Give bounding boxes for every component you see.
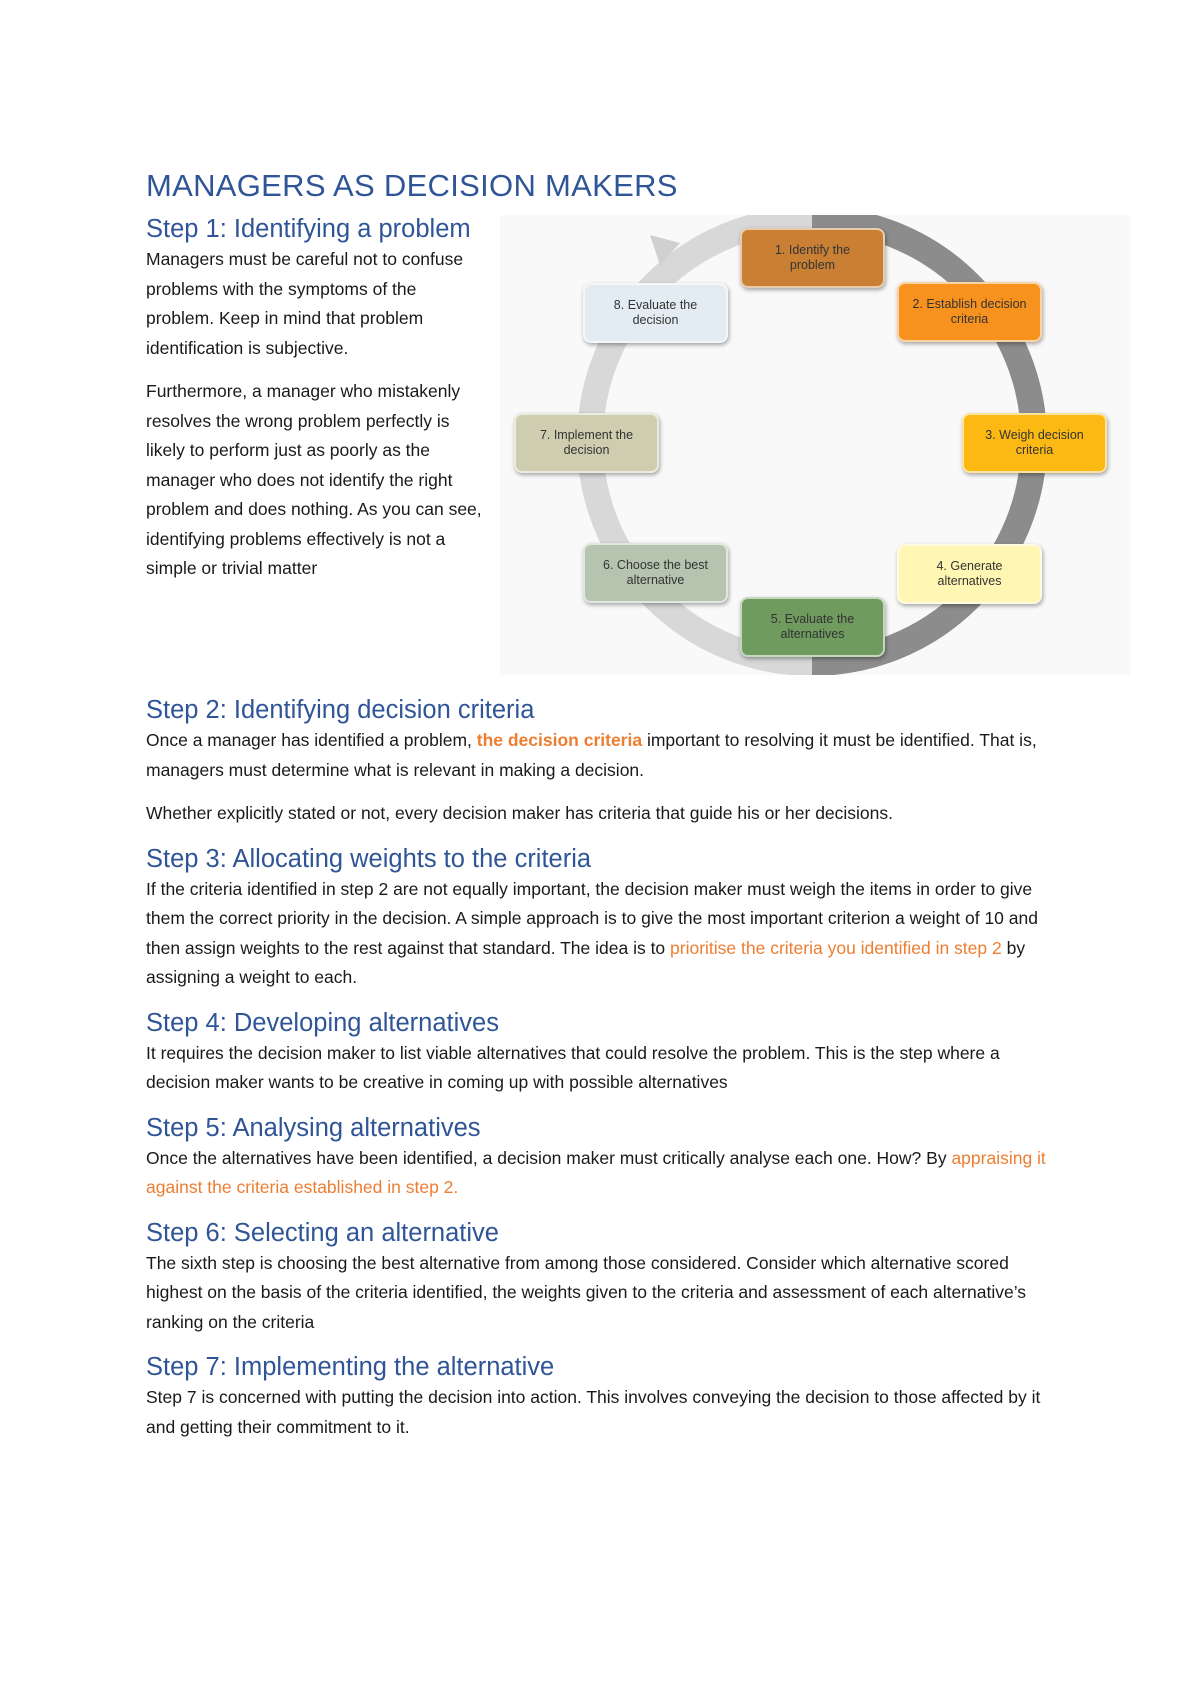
- step5-heading: Step 5: Analysing alternatives: [146, 1113, 481, 1142]
- text: If the criteria identified in step 2 are not equally important, the decision maker must weigh the items in order to give them the correct priority in the decision. A simple approach is to give the most important criterion a weight of 10 and then assign weights to the rest against that standard. The idea is to: [146, 878, 1038, 958]
- highlight-text: prioritise the criteria you identified in step 2: [670, 937, 1002, 958]
- diagram-box-4: 4. Generate alternatives: [897, 544, 1042, 604]
- step1-paragraph-1: Managers must be careful not to confuse problems with the symptoms of the problem. Keep in mind that problem identification is subjective.: [146, 249, 464, 358]
- decision-process-diagram: [500, 215, 1130, 675]
- step4-paragraph: It requires the decision maker to list viable alternatives that could resolve the problem. This is the step where a decision maker wants to be creative in coming up with possible alternatives: [146, 1042, 1000, 1092]
- step1-heading: Step 1: Identifying a problem: [146, 215, 471, 243]
- diagram-box-2: 2. Establish decision criteria: [897, 282, 1042, 342]
- step7-paragraph: Step 7 is concerned with putting the decision into action. This involves conveying the decision to those affected by it and getting their commitment to it.: [146, 1387, 1041, 1437]
- diagram-box-1: 1. Identify the problem: [740, 228, 885, 288]
- step3-paragraph: [146, 875, 1066, 993]
- step1-section: [146, 213, 486, 584]
- text: by assigning a weight to each.: [146, 937, 1026, 987]
- highlight-text: the decision criteria: [476, 730, 643, 750]
- step2-paragraph-1: [146, 726, 1066, 785]
- diagram-box-7: 7. Implement the decision: [514, 413, 659, 473]
- step5-paragraph: [146, 1144, 1066, 1203]
- diagram-box-6: 6. Choose the best alternative: [583, 543, 728, 603]
- step1-paragraph-2: Furthermore, a manager who mistakenly resolves the wrong problem perfectly is likely to perform just as poorly as the manager who does not identify the right problem and does nothing. As you can see, identifying problems effectively is not a simple or trivial matter: [146, 381, 482, 578]
- diagram-box-5: 5. Evaluate the alternatives: [740, 597, 885, 657]
- page-title: MANAGERS AS DECISION MAKERS: [146, 168, 678, 203]
- main-content: [146, 694, 1066, 1442]
- step7-heading: Step 7: Implementing the alternative: [146, 1353, 555, 1381]
- step2-heading: Step 2: Identifying decision criteria: [146, 696, 535, 724]
- text: Once a manager has identified a problem,: [146, 730, 477, 750]
- diagram-box-3: 3. Weigh decision criteria: [962, 413, 1107, 473]
- step3-heading: Step 3: Allocating weights to the criteria: [146, 844, 592, 873]
- step2-paragraph-2: Whether explicitly stated or not, every decision maker has criteria that guide his or her decisions.: [146, 803, 894, 823]
- highlight-text: appraising it against the criteria established in step 2.: [146, 1147, 1046, 1197]
- text: Once the alternatives have been identified, a decision maker must critically analyse each one. How? By: [146, 1147, 952, 1168]
- step6-paragraph: The sixth step is choosing the best alternative from among those considered. Consider which alternative scored highest on the basis of the criteria identified, the weights given to the criteria and assessment of each alternative’s ranking on the criteria: [146, 1252, 1027, 1332]
- step6-heading: Step 6: Selecting an alternative: [146, 1218, 499, 1247]
- step4-heading: Step 4: Developing alternatives: [146, 1008, 499, 1037]
- text: important to resolving it must be identified. That is, managers must determine what is relevant in making a decision.: [146, 730, 1037, 780]
- diagram-box-8: 8. Evaluate the decision: [583, 283, 728, 343]
